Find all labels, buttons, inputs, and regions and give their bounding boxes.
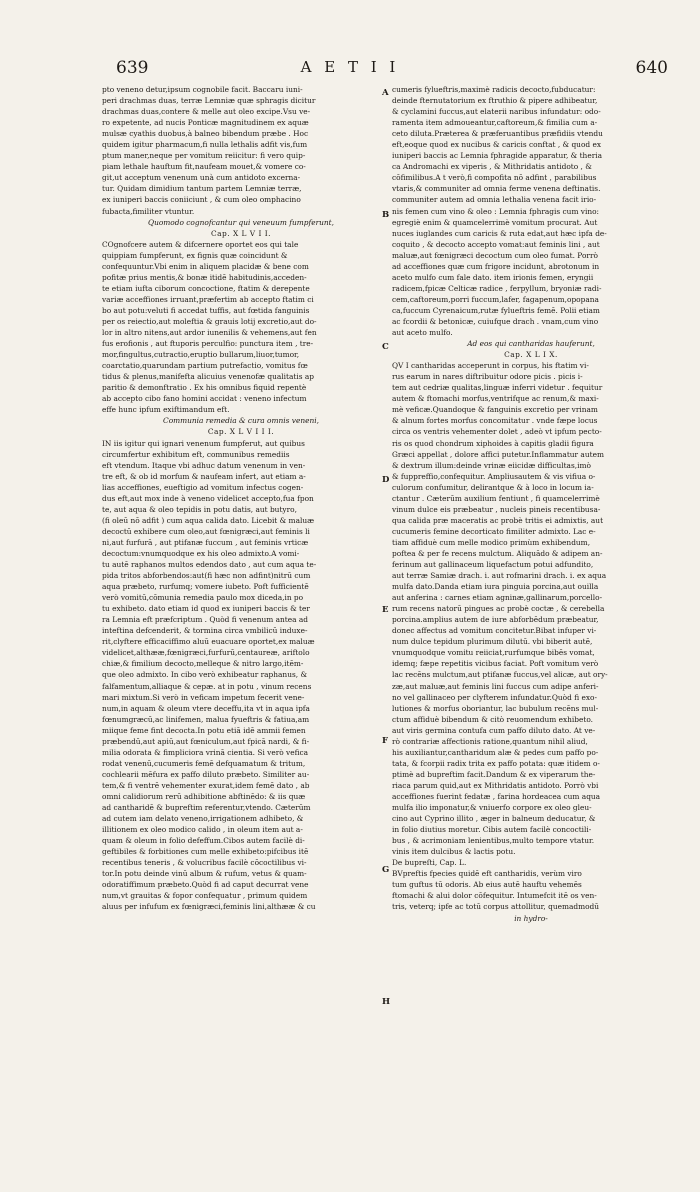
text-line: ex iuniperi baccis coniiciunt , & cum oleo omphacino: [102, 195, 301, 205]
left-text-column: [102, 84, 380, 913]
text-line: & fuppreffio,confequitur. Ampliusautem & vis vifiua o-: [392, 471, 596, 481]
text-line: rum recens natorū pingues ac probè coctæ , & cerebella: [392, 604, 605, 614]
text-line: mor,fingultus,cutractio,eruptio bullarum,liuor,tumor,: [102, 350, 300, 360]
text-line: ad cantharidē & bupreftim referentur,vtendo. Cæterūm: [102, 803, 311, 813]
text-line: fubacta,fimiliter vtuntur.: [102, 206, 195, 216]
text-line: drachmas duas,contere & melle aut oleo excipe.Vsu ve-: [102, 107, 311, 117]
right-text-column: [392, 84, 670, 924]
text-line: ptum maner,neque per vomitum reiicitur: fi vero quip-: [102, 151, 306, 161]
page-header: [0, 58, 700, 80]
text-line: ac fcordii & betonicæ, cuiufque drach . vnam,cum vino: [392, 316, 599, 326]
text-line: omni calidiorum rerū adhibitione abftinēdo: & iis quæ: [102, 792, 306, 801]
text-line: tu exhibeto. dato etiam id quod ex iuniperi baccis & ter: [102, 604, 310, 614]
page-number-left: 639: [116, 58, 149, 78]
section-heading: Quomodo cognofcantur qui veneuum fumpferunt,: [148, 217, 334, 227]
text-line: De bupreſti, Cap. L.: [392, 858, 467, 868]
text-line: vinis item dulcibus & lactis potu.: [392, 847, 516, 857]
text-line: variæ acceffiones irruant,præfertim ab accepto ftatim ci: [102, 294, 314, 304]
text-line: git,ut acceptum venenum unà cum antidoto excerna-: [102, 173, 301, 183]
text-line: vnumquodque vomitu reiiciat,rurfumque bibēs vomat,: [392, 648, 595, 658]
text-line: num dulce tepidum plurimum dilutū. vbi biberit autē,: [392, 637, 593, 647]
text-line: Græci appellat , dolore affici putetur.Inflammatur autem: [392, 449, 604, 459]
text-line: falfamentum,alliaque & cepæ. at in potu , vinum recens: [102, 681, 312, 691]
text-line: ad acceffiones quæ cum frigore incidunt, abrotonum in: [392, 261, 600, 271]
text-line: cucumeris femine decorticato fimiliter admixto. Lac e-: [392, 526, 596, 536]
text-line: cumeris fylueftris,maximè radicis decocto,fubducatur:: [392, 85, 596, 94]
text-line: aqua præbeto, rurfumq; vomere iubeto. Poft fufficientē: [102, 582, 309, 592]
text-line: ceto diluta.Præterea & præferuantibus præfidiis vtendu: [392, 129, 603, 139]
text-line: mè veficæ.Quandoque & fanguinis excretio per vrinam: [392, 405, 598, 415]
text-line: ctantur . Cæterūm auxilium fentiunt , fi quamcelerrimè: [392, 493, 600, 503]
text-line: eft,eoque quod ex nucibus & caricis conftat , & quod ex: [392, 140, 602, 150]
page-number-right: 640: [635, 58, 668, 78]
text-line: ad cutem iam delato veneno,irrigationem adhibeto, &: [102, 814, 304, 824]
text-line: rus earum in nares diftribuitur odore picis . picis i-: [392, 372, 583, 382]
text-line: te etiam iufta ciborum concoctione, ftatim & derepente: [102, 283, 310, 293]
text-line: coquito , & decocto accepto vomat:aut feminis lini , aut: [392, 239, 600, 249]
section-marker-d: D: [382, 475, 390, 485]
section-marker-a: A: [382, 88, 389, 98]
text-line: præbendū,aut apiū,aut fœniculum,aut fpicā nardi, & fi-: [102, 736, 310, 746]
text-line: quidem igitur pharmacum,fi nulla lethalis adfit vis,fum: [102, 140, 308, 150]
text-line: pofitæ prius mentis,& bonæ itidē habitudinis,acceden-: [102, 272, 307, 282]
text-line: chiæ,& fimilium decocto,melleque & nitro largo,itēm-: [102, 659, 304, 669]
text-line: ro expetente, ad nucis Ponticæ magnitudinem ex aquæ: [102, 118, 309, 128]
text-line: IN iis igitur qui ignari venenum fumpferut, aut quibus: [102, 438, 305, 448]
text-line: num,in aquam & oleum vtere deceffu,ita vt in aqua ipfa: [102, 703, 310, 713]
text-line: porcina.amplius autem de iure abforbēdum præbeatur,: [392, 615, 599, 625]
text-line: culorum confumitur, delirantque & à loco in locum ia-: [392, 482, 594, 492]
text-line: cem,caftoreum,porri fuccum,lafer, fagapenum,opopana: [392, 294, 599, 304]
text-line: eft vtendum. Itaque vbi adhuc datum venenum in ven-: [102, 460, 306, 470]
text-line: aluus per infufum ex fœnigræci,feminis lini,althææ & cu: [102, 902, 316, 912]
text-line: per os reiectio,aut moleftia & grauis lotij excretio,aut do-: [102, 316, 317, 326]
text-line: BVpreftis fpecies quidē eft cantharidis, verùm viro: [392, 869, 582, 879]
text-line: geftibiles & forbitiones cum melle exhibeto:pifcibus itē: [102, 847, 309, 857]
text-line: tidus & plenus,manifefta alicuius venenofæ qualitatis ap: [102, 372, 314, 382]
text-line: ramenta item admoueantur,caftoreum,& fimilia cum a-: [392, 118, 598, 128]
text-line: autem & ftomachi morfus,ventrifque ac renum,& maxi-: [392, 394, 599, 404]
text-line: ca Andromachi ex viperis , & Mithridatis antidoto , &: [392, 162, 592, 172]
text-line: milia odorata & fimpliciora vrinā cientia. Si verò vefica: [102, 747, 309, 757]
chapter-number: Cap. X L I X.: [504, 350, 558, 360]
text-line: aut viris germina contufa cum paffo diluto dato. At ve-: [392, 725, 596, 735]
text-line: donec affectus ad vomitum concitetur.Bibat infuper vi-: [392, 626, 597, 636]
text-line: quam & oleum in folio defeffum.Cibos autem facilè di-: [102, 836, 305, 846]
section-heading: in hydro-: [514, 913, 548, 923]
text-line: miique feme fint decocta.In potu etiā idē ammii femen: [102, 725, 306, 735]
text-line: peri drachmas duas, terræ Lemniæ quæ sphragis dicitur: [102, 96, 316, 106]
text-line: coarctatio,quarundam partium putrefactio, vomitus fœ: [102, 361, 308, 371]
text-line: ferinum aut gallinaceum liquefactum potui adfundito,: [392, 560, 594, 570]
text-line: circa os ventris vehementer dolet , adeò vt ipfum pecto-: [392, 427, 602, 437]
text-line: num,vt grauitas & fopor confequatur , primum quidem: [102, 891, 308, 901]
text-line: decoctum:vnumquodque ex his oleo admixto.A vomi-: [102, 548, 300, 558]
text-line: cōfimilibus.A t verò,fi compofita nō adfint , parabilibus: [392, 173, 597, 183]
text-line: pida tritos abforbendos:aut(fi hæc non adfint)nitrū cum: [102, 571, 311, 581]
text-line: qua calida præ maceratis ac probè tritis ei admixtis, aut: [392, 515, 604, 525]
text-line: bo aut potu:veluti fi accedat tuffis, aut fœtida fanguinis: [102, 305, 310, 315]
text-line: aut terræ Samiæ drach. i. aut rofmarini drach. i. ex aqua: [392, 571, 607, 581]
text-line: piam lethale hauftum fit,naufeam mouet,& vomere co-: [102, 162, 306, 172]
text-line: lias acceffiones, eueftigio ad vomitum infectus cogen-: [102, 482, 304, 492]
section-marker-c: C: [382, 342, 389, 352]
text-line: tur. Quidam dimidium tantum partem Lemniæ terræ,: [102, 184, 302, 194]
text-line: & dextrum illum:deinde vrinæ eiicidæ difficultas,imò: [392, 460, 591, 470]
text-line: videlicet,althææ,fœnigræci,furfurū,centaureæ, ariftolo: [102, 648, 310, 658]
text-line: tem,& fi ventrē vehementer exurat,idem femē dato , ab: [102, 780, 310, 790]
text-line: riaca parum quid,aut ex Mithridatis antidoto. Porrò vbi: [392, 780, 599, 790]
text-line: zæ,aut maluæ,aut feminis lini fuccus cum adipe anferi-: [392, 681, 599, 691]
text-line: decoctū exhibere cum oleo,aut fœnigræci,aut feminis li: [102, 526, 310, 536]
text-line: tre eft, & ob id morfum & naufeam infert, aut etiam a-: [102, 471, 306, 481]
section-marker-b: B: [382, 210, 390, 220]
section-heading: Communia remedia & cura omnis veneni,: [163, 416, 319, 426]
text-line: vtaris,& communiter ad omnia ferme venena deftinatis.: [392, 184, 601, 194]
chapter-number: Cap. X L V I I I.: [207, 427, 275, 437]
text-line: deinde fternutatorium ex ftruthio & pipere adhibeatur,: [392, 96, 598, 106]
text-line: tu autē raphanos multos edendos dato , aut cum aqua te-: [102, 560, 317, 570]
text-line: nis femen cum vino & oleo : Lemnia fphragis cum vino:: [392, 206, 600, 216]
text-line: mulsæ cyathis duobus,à balneo bibendum præbe . Hoc: [102, 129, 309, 139]
text-line: acceffiones fuerint fedatæ , farina hordeacea cum aqua: [392, 792, 601, 801]
text-line: & cyclamini fuccus,aut elaterii naribus infundatur: odo-: [392, 107, 601, 117]
text-line: tris, veterq; ipfe ac totū corpus attollitur, quemadmodū: [392, 902, 600, 912]
text-line: ca,fuccum Cyrenaicum,rutæ fylueftris femē. Polii etiam: [392, 305, 600, 315]
text-line: ctum affiduè bibendum & citò reuomendum exhibeto.: [392, 714, 593, 724]
text-line: iuniperi baccis ac Lemnia fphragide apparatur, & theria: [392, 151, 602, 161]
text-line: ftomachi & alui dolor cōfequitur. Intumefcit itē os ven-: [392, 891, 597, 901]
text-line: aut anferina : carnes etiam agninæ,gallinarum,porcello-: [392, 593, 603, 603]
text-line: cino aut Cyprino illito , æger in balneum deducatur, &: [392, 814, 596, 824]
text-line: ni,aut furfurā , aut ptifanæ fuccum , aut feminis vrticæ: [102, 537, 309, 547]
text-line: odoratiffimum præbeto.Quòd fi ad caput decurrat vene: [102, 880, 309, 890]
text-line: ris os quod chondrum xiphoides à capitis gladii figura: [392, 438, 594, 448]
text-line: aceto mulfo cum fale dato. item irionis femen, eryngii: [392, 272, 594, 282]
text-line: ab accepto cibo fano homini accidat : veneno infectum: [102, 394, 307, 404]
text-line: confequuntur.Vbi enim in aliquem placidæ & bene com: [102, 261, 309, 271]
text-line: & alnum fortes morfus concomitatur . vnde fæpe locus: [392, 416, 598, 426]
text-line: maluæ,aut fœnigræci decoctum cum oleo fumat. Porrò: [392, 250, 598, 260]
text-line: quippiam fumpferunt, ex fignis quæ coincidunt &: [102, 250, 288, 260]
chapter-number: Cap. X L V I I.: [210, 228, 272, 238]
text-line: lor in altro nitens,aut ardor iunenilis & vehemens,aut fen: [102, 328, 317, 338]
text-line: tata, & fcorpii radix trita ex paffo potata: quæ itidem o-: [392, 758, 600, 768]
text-line: mari mixtum.Si verò in veficam impetum fecerit vene-: [102, 692, 305, 702]
text-line: recentibus teneris , & volucribus facilè cōcoctilibus vi-: [102, 858, 307, 868]
text-line: que oleo admixto. In cibo verò exhibeatur raphanus, &: [102, 670, 308, 680]
text-line: pto veneno detur,ipsum cognobile facit. Baccaru iuni-: [102, 85, 303, 94]
text-line: inteftina defcenderit, & tormina circa vmbilicū induxe-: [102, 626, 308, 636]
text-line: aut aceto mulfo.: [392, 328, 453, 338]
text-line: mulfa dato.Danda etiam iura pinguia porcina,aut ouilla: [392, 582, 599, 592]
section-marker-h: H: [382, 997, 391, 1007]
running-title: A E T I I: [300, 58, 400, 76]
text-line: COgnofcere autem & difcernere oportet eos qui tale: [102, 239, 299, 249]
text-line: no vel gallinaceo per clyfterem infundatur.Quòd fi exo-: [392, 692, 597, 702]
text-line: rò contrariæ affectionis ratione,quantum nihil aliud,: [392, 736, 588, 746]
section-marker-g: G: [382, 865, 390, 875]
section-heading: Ad eos qui cantharidas hauferunt,: [467, 339, 595, 349]
text-line: ptimè ad bupreftim facit.Dandum & ex viperarum the-: [392, 769, 596, 779]
text-line: communiter autem ad omnia lethalia venena facit irio-: [392, 195, 597, 205]
text-line: paritio & demonftratio . Ex his omnibus fiquid repentè: [102, 383, 307, 393]
section-marker-e: E: [382, 605, 389, 615]
text-line: illitionem ex oleo modico calido , in oleum item aut a-: [102, 825, 303, 835]
text-line: tor.In potu deinde vinū album & rufum, vetus & quam-: [102, 869, 307, 879]
text-line: idemq; fæpe repetitis vicibus faciat. Poft vomitum verò: [392, 659, 599, 669]
text-line: verò vomitū,cōmunia remedia paulo mox diceda,in po: [102, 593, 304, 603]
text-line: radicem,fpicæ Celticæ radice , ferpyllum, bryoniæ radi-: [392, 283, 602, 293]
text-line: dus eft,aut mox inde à veneno videlicet accepto,fua fpon: [102, 493, 314, 503]
text-line: tum guftus tū odoris. Ab eius autē hauftu vehemēs: [392, 880, 582, 890]
text-line: cochlearii mēfura ex paffo diluto præbeto. Similiter au-: [102, 769, 310, 779]
text-line: QV I cantharidas acceperunt in corpus, his ftatim vi-: [392, 361, 589, 371]
text-line: nuces iuglandes cum caricis & ruta edat,aut hæc ipfa de-: [392, 228, 607, 238]
text-line: effe hunc ipfum exiftimandum eft.: [102, 405, 230, 415]
text-line: fœnumgræcū,ac linifemen, malua fyueftris & fatiua,am: [102, 714, 310, 724]
text-line: rodat venenū,cucumeris femē defquamatum & tritum,: [102, 758, 306, 768]
text-line: (fi oleū nō adfit ) cum aqua calida dato. Licebit & maluæ: [102, 515, 315, 525]
text-line: vinum dulce eis præbeatur , nucleis pineis recentibusa-: [392, 504, 601, 514]
text-line: egregiè enim & quamcelerrimè vomitum procurat. Aut: [392, 217, 598, 227]
text-line: his auxiliantur,cantharidum alæ & pedes cum paffo po-: [392, 747, 599, 757]
text-line: fus erofionis , aut ftuporis perculfio: punctura item , tre-: [102, 339, 314, 349]
text-line: te, aut aqua & oleo tepidis in potu datis, aut butyro,: [102, 504, 297, 514]
section-marker-f: F: [382, 736, 389, 746]
text-line: mulfa ilio imponatur,& vniuerfo corpore ex oleo gleu-: [392, 803, 592, 813]
text-line: ra Lemnia eft præfcriptum . Quòd fi venenum antea ad: [102, 615, 308, 625]
text-line: lac recēns mulctum,aut ptifanæ fuccus,vel alicæ, aut ory-: [392, 670, 608, 680]
text-line: poftea & per fe recens mulctum. Aliquādo & adipem an-: [392, 548, 603, 558]
text-line: lutiones & morfus oboriantur, lac bubulum recēns mul-: [392, 703, 599, 713]
text-line: tiam affiduè cum melle modico primùm exhibendum,: [392, 537, 591, 547]
text-line: in folio diutius moretur. Cibis autem facilè concoctili-: [392, 825, 592, 835]
text-line: bus , & acrimoniam lenientibus,multo tempore vtatur.: [392, 836, 595, 846]
text-line: circumfertur exhibitum eft, communibus remediis: [102, 449, 290, 459]
text-line: tem aut cedriæ qualitas,linguæ inferri videtur . fequitur: [392, 383, 603, 393]
text-line: rit,clyftere efficaciffimo aluū euacuare oportet,ex maluæ: [102, 637, 315, 647]
